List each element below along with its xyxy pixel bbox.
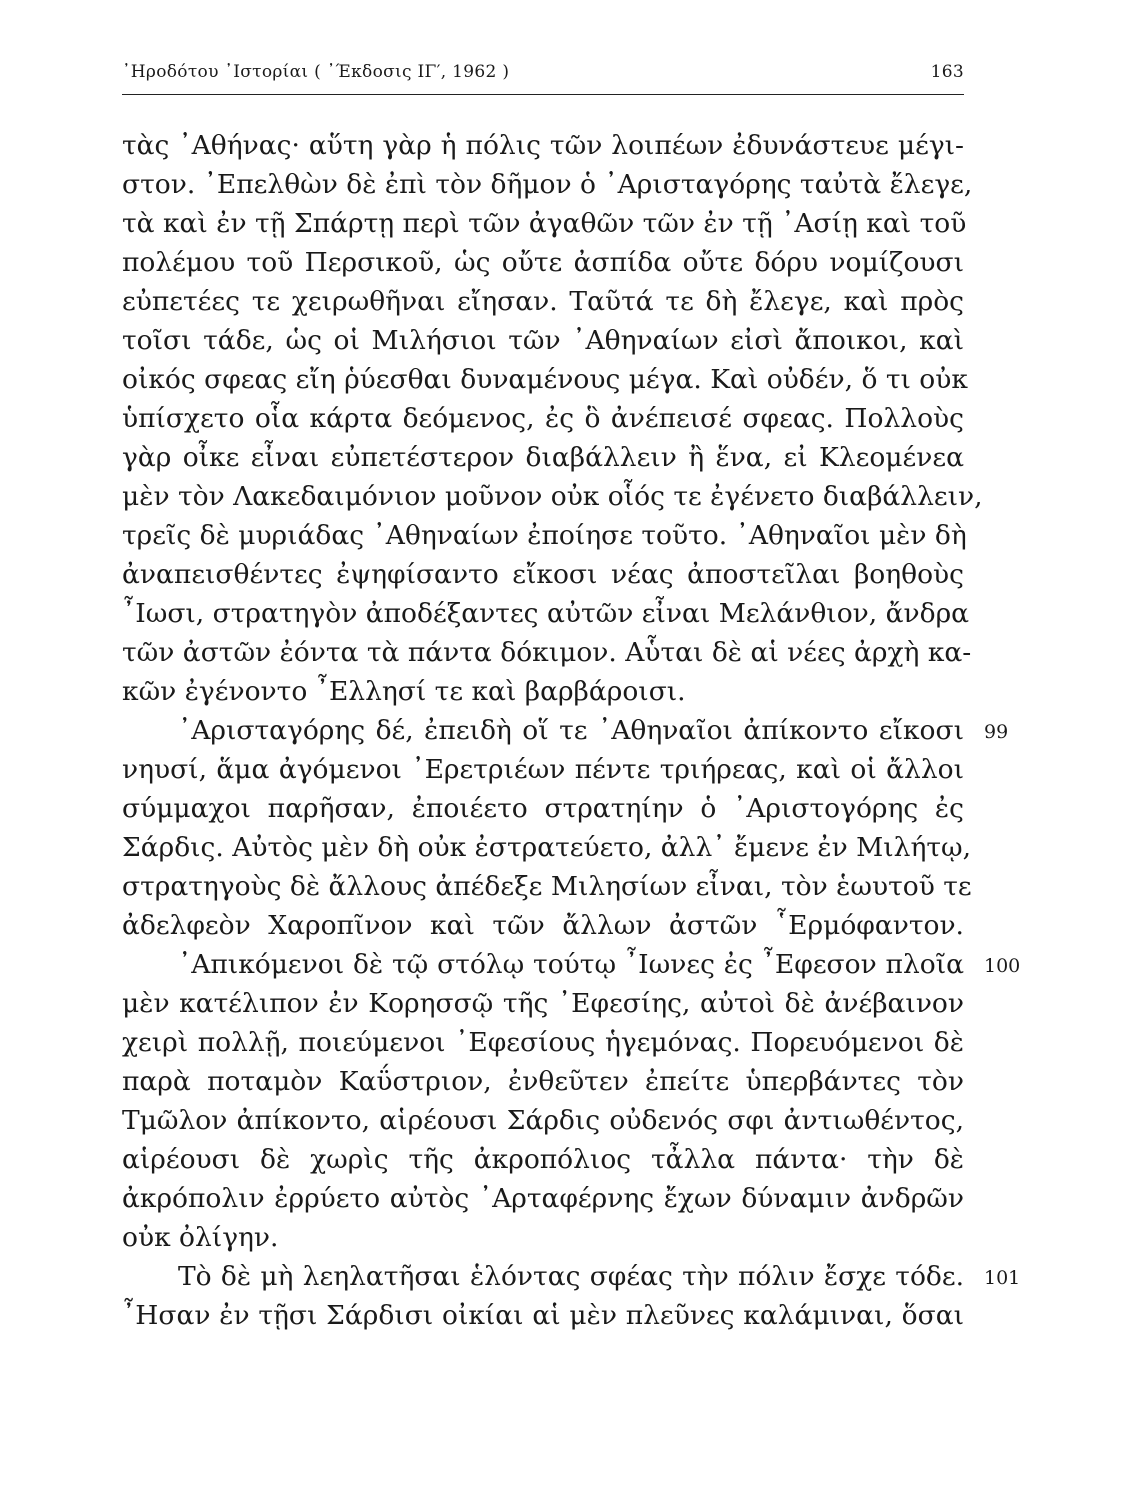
text-line: κῶν ἐγένοντο ῏Ελλησί τε καὶ βαρβάροισι. <box>122 676 686 707</box>
text-line: χειρὶ πολλῇ, ποιεύμενοι ᾿Εφεσίους ἡγεμόνας. Πορευόμενοι δὲ <box>122 1027 964 1058</box>
chapter-number: 100 <box>984 955 1021 977</box>
text-line: στον. ᾿Επελθὼν δὲ ἐπὶ τὸν δῆμον ὁ ᾿Αρισταγόρης ταὐτὰ ἔλεγε, <box>122 169 973 200</box>
text-line: τρεῖς δὲ μυριάδας ᾿Αθηναίων ἐποίησε τοῦτο. ᾿Αθηναῖοι μὲν δὴ <box>122 520 967 551</box>
paragraph-start-line: ᾿Αρισταγόρης δέ, ἐπειδὴ οἵ τε ᾿Αθηναῖοι ἀπίκοντο εἴκοσι <box>178 715 964 746</box>
text-line: γὰρ οἶκε εἶναι εὐπετέστερον διαβάλλειν ἢ ἕνα, εἰ Κλεομένεα <box>122 442 964 473</box>
text-line: ῏Ιωσι, στρατηγὸν ἀποδέξαντες αὐτῶν εἶναι Μελάνθιον, ἄνδρα <box>122 598 970 629</box>
text-line: σύμμαχοι παρῆσαν, ἐποιέετο στρατηίην ὁ ᾿Αριστογόρης ἐς <box>122 793 964 824</box>
paragraph-start-line: ᾿Απικόμενοι δὲ τῷ στόλῳ τούτῳ ῏Ιωνες ἐς ῏Εφεσον πλοῖα <box>178 949 964 980</box>
text-line: νηυσί, ἅμα ἀγόμενοι ᾿Ερετριέων πέντε τριήρεας, καὶ οἱ ἄλλοι <box>122 754 964 785</box>
paragraph-start-line: Τὸ δὲ μὴ λεηλατῆσαι ἑλόντας σφέας τὴν πόλιν ἔσχε τόδε. <box>178 1261 964 1292</box>
text-line: ὑπίσχετο οἷα κάρτα δεόμενος, ἐς ὃ ἀνέπεισέ σφεας. Πολλοὺς <box>122 403 964 434</box>
text-line: ἀναπεισθέντες ἐψηφίσαντο εἴκοσι νέας ἀποστεῖλαι βοηθοὺς <box>122 559 964 590</box>
text-line: μὲν τὸν Λακεδαιμόνιον μοῦνον οὐκ οἷός τε ἐγένετο διαβάλλειν, <box>122 481 983 512</box>
text-line: παρὰ ποταμὸν Καΰστριον, ἐνθεῦτεν ἐπείτε ὑπερβάντες τὸν <box>122 1066 964 1097</box>
chapter-number: 99 <box>984 721 1009 743</box>
chapter-number: 101 <box>984 1267 1021 1289</box>
text-line: ῏Ησαν ἐν τῇσι Σάρδισι οἰκίαι αἱ μὲν πλεῦνες καλάμιναι, ὅσαι <box>122 1300 964 1331</box>
text-line: ἀδελφεὸν Χαροπῖνον καὶ τῶν ἄλλων ἀστῶν ῟Ερμόφαντον. <box>122 910 964 941</box>
page-number: 163 <box>930 62 964 82</box>
running-head <box>122 62 964 92</box>
header-rule <box>122 94 964 95</box>
text-line: ἀκρόπολιν ἐρρύετο αὐτὸς ᾿Αρταφέρνης ἔχων δύναμιν ἀνδρῶν <box>122 1183 964 1214</box>
text-line: εὐπετέες τε χειρωθῆναι εἴησαν. Ταῦτά τε δὴ ἔλεγε, καὶ πρὸς <box>122 286 964 317</box>
text-line: Σάρδις. Αὐτὸς μὲν δὴ οὐκ ἐστρατεύετο, ἀλλ᾿ ἔμενε ἐν Μιλήτῳ, <box>122 832 972 863</box>
text-line: στρατηγοὺς δὲ ἄλλους ἀπέδεξε Μιλησίων εἶναι, τὸν ἑωυτοῦ τε <box>122 871 972 902</box>
text-line: μὲν κατέλιπον ἐν Κορησσῷ τῆς ᾿Εφεσίης, αὐτοὶ δὲ ἀνέβαινον <box>122 988 964 1019</box>
text-line: αἱρέουσι δὲ χωρὶς τῆς ἀκροπόλιος τἆλλα πάντα· τὴν δὲ <box>122 1144 964 1175</box>
text-line: Τμῶλον ἀπίκοντο, αἱρέουσι Σάρδις οὐδενός σφι ἀντιωθέντος, <box>122 1105 964 1136</box>
text-line: πολέμου τοῦ Περσικοῦ, ὡς οὔτε ἀσπίδα οὔτε δόρυ νομίζουσι <box>122 247 964 278</box>
text-line: οἰκός σφεας εἴη ῥύεσθαι δυναμένους μέγα. Καὶ οὐδέν, ὅ τι οὐκ <box>122 364 968 395</box>
text-line: τοῖσι τάδε, ὡς οἱ Μιλήσιοι τῶν ᾿Αθηναίων εἰσὶ ἄποικοι, καὶ <box>122 325 964 356</box>
text-line: τῶν ἀστῶν ἐόντα τὰ πάντα δόκιμον. Αὗται δὲ αἱ νέες ἀρχὴ κα- <box>122 637 972 668</box>
running-title: ᾿Ηροδότου ᾿Ιστορίαι ( ᾿Έκδοσις ΙΓ′, 1962 ) <box>122 62 510 82</box>
text-line: τὰς ᾿Αθήνας· αὕτη γὰρ ἡ πόλις τῶν λοιπέων ἐδυνάστευε μέγι- <box>122 130 964 161</box>
text-line: οὐκ ὀλίγην. <box>122 1222 279 1253</box>
text-line: τὰ καὶ ἐν τῇ Σπάρτῃ περὶ τῶν ἀγαθῶν τῶν ἐν τῇ ᾿Ασίῃ καὶ τοῦ <box>122 208 967 239</box>
